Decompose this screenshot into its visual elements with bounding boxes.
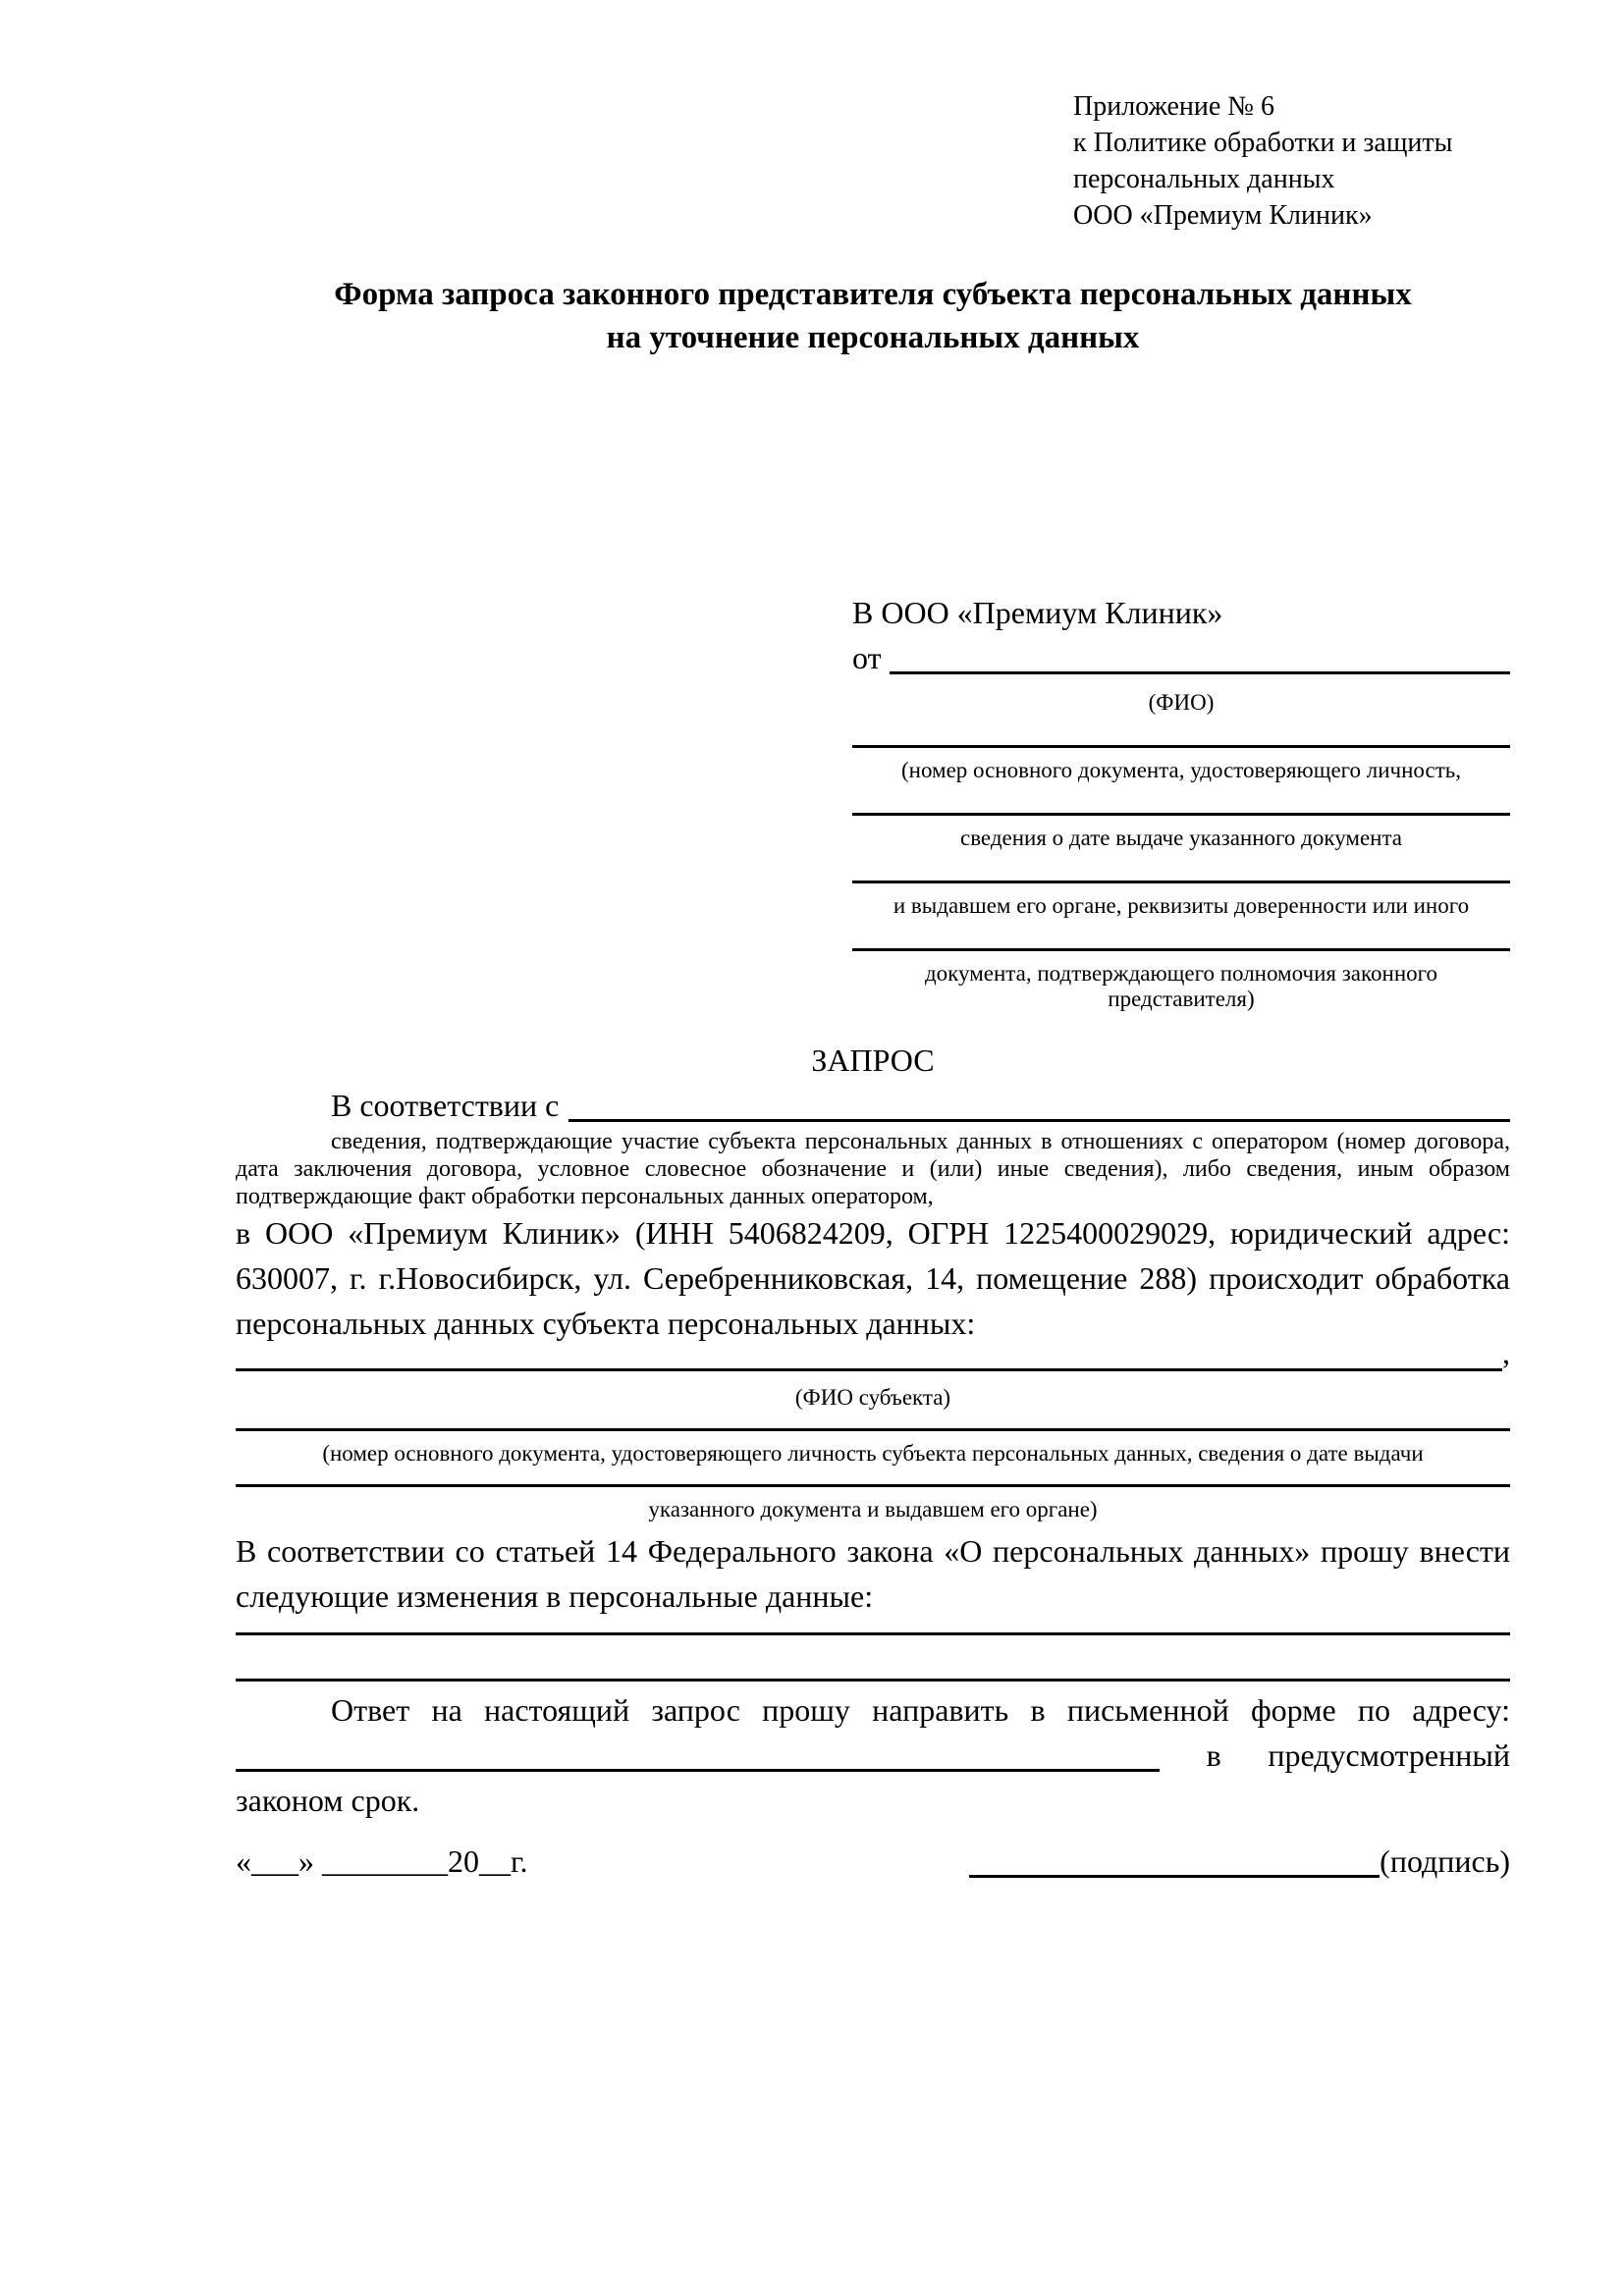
appendix-line-3: персональных данных bbox=[1073, 164, 1335, 194]
answer-end-word: предусмотренный bbox=[1268, 1737, 1510, 1773]
document-title bbox=[236, 273, 1510, 359]
signature-caption: (подпись) bbox=[1380, 1843, 1510, 1879]
subject-authority-caption: указанного документа и выдавшем его органе) bbox=[648, 1497, 1098, 1522]
answer-paragraph-line-1: Ответ на настоящий запрос прошу направить в письменной форме по адресу: bbox=[331, 1692, 1510, 1728]
issue-date-caption: сведения о дате выдаче указанного документа bbox=[959, 826, 1403, 850]
issuing-authority-blank-line bbox=[852, 881, 1510, 883]
from-row bbox=[852, 635, 1510, 680]
authority-document-blank-line bbox=[852, 948, 1510, 951]
fio-caption: (ФИО) bbox=[1148, 690, 1215, 715]
request-heading: ЗАПРОС bbox=[811, 1042, 935, 1078]
fio-blank-line bbox=[890, 671, 1510, 674]
intro-row bbox=[236, 1083, 1510, 1128]
answer-mid-word: в bbox=[1206, 1737, 1221, 1773]
document-title-line-1: Форма запроса законного представителя субъекта персональных данных bbox=[334, 277, 1412, 312]
document-number-blank-line bbox=[852, 745, 1510, 748]
operator-paragraph: в ООО «Премиум Клиник» (ИНН 5406824209, ОГРН 1225400029029, юридический адрес: 630007, г. г.Новосибирск, ул. Серебренниковская, 14, помещение 288) происходит обработка персональных данных субъекта персональных данных: bbox=[236, 1215, 1510, 1341]
subject-fields-block bbox=[236, 1335, 1510, 1522]
changes-blank-line-2 bbox=[236, 1679, 1510, 1682]
intro-footnote: сведения, подтверждающие участие субъекта персональных данных в отношениях с оператором (номер договора, дата заключения договора, условное словесное обозначение и (или) иные сведения), либо сведения, иным образом подтверждающие факт обработки персональных данных оператором, bbox=[236, 1129, 1510, 1209]
addressee-block bbox=[852, 590, 1510, 1012]
from-label: от bbox=[852, 640, 882, 675]
appendix-line-1: Приложение № 6 bbox=[1073, 91, 1274, 122]
answer-paragraph-line-3: законом срок. bbox=[236, 1783, 420, 1818]
document-number-caption: (номер основного документа, удостоверяющего личность, bbox=[900, 758, 1461, 782]
issue-date-blank-line bbox=[852, 813, 1510, 816]
date-line: «___» ________20__г. bbox=[236, 1843, 528, 1879]
document-title-line-2: на уточнение персональных данных bbox=[606, 320, 1140, 355]
signature-blank-line bbox=[969, 1875, 1380, 1878]
subject-fio-blank-line bbox=[236, 1368, 1502, 1371]
subject-fio-caption: (ФИО субъекта) bbox=[794, 1385, 951, 1410]
appendix-line-4: ООО «Премиум Клиник» bbox=[1073, 200, 1373, 231]
subject-document-caption: (номер основного документа, удостоверяющего личность субъекта персональных данных, сведения о дате выдачи bbox=[322, 1441, 1424, 1466]
answer-address-blank-line bbox=[236, 1769, 1160, 1772]
relation-proof-blank-line bbox=[568, 1119, 1510, 1122]
appendix-line-2: к Политике обработки и защиты bbox=[1073, 128, 1453, 158]
answer-paragraph-line-2 bbox=[236, 1733, 1510, 1778]
addressee-organization: В ООО «Премиум Клиник» bbox=[852, 595, 1223, 630]
signature-block bbox=[969, 1839, 1510, 1884]
changes-blank-line-1 bbox=[236, 1632, 1510, 1635]
law-paragraph: В соответствии со статьей 14 Федерального закона «О персональных данных» прошу внести следующие изменения в персональные данные: bbox=[236, 1533, 1510, 1614]
intro-prefix: В соответствии с bbox=[331, 1088, 560, 1123]
authority-document-caption: документа, подтверждающего полномочия законного представителя) bbox=[924, 961, 1437, 1011]
appendix-block bbox=[1073, 88, 1510, 234]
subject-document-blank-line bbox=[236, 1428, 1510, 1431]
issuing-authority-caption: и выдавшем его органе, реквизиты доверенности или иного bbox=[893, 893, 1470, 918]
subject-line-comma: , bbox=[1502, 1335, 1510, 1370]
subject-authority-blank-line bbox=[236, 1484, 1510, 1487]
subject-fio-row bbox=[236, 1335, 1510, 1375]
footer-row bbox=[236, 1839, 1510, 1884]
